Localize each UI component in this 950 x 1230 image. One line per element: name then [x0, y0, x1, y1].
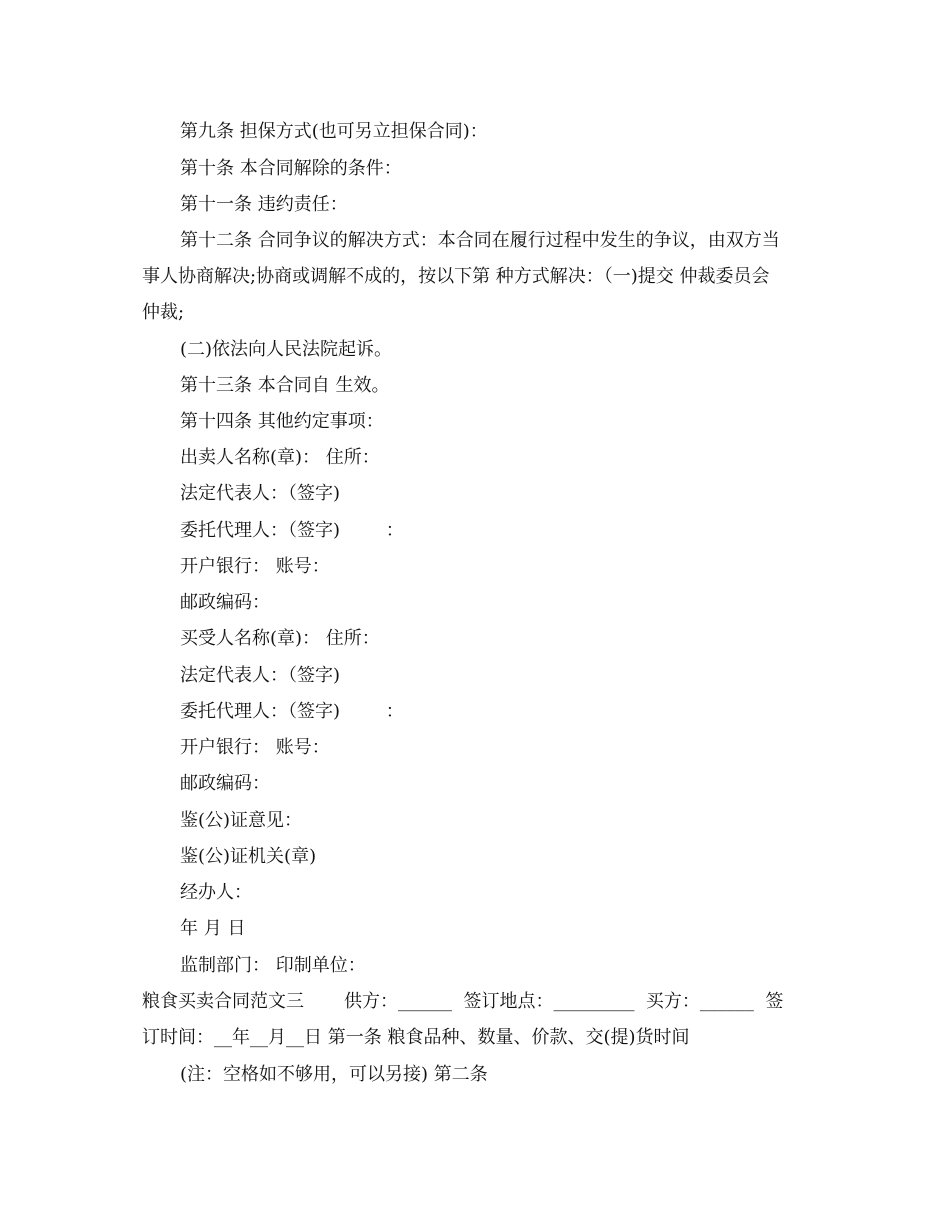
date-line: 年 月 日 [180, 918, 246, 939]
seller-bank: 开户银行： 账号： [180, 556, 330, 577]
clause-10: 第十条 本合同解除的条件： [180, 158, 402, 179]
handler: 经办人： [180, 882, 252, 903]
seller-legal-rep: 法定代表人：（签字) [180, 483, 341, 504]
buyer-agent: 委托代理人：（签字) ： [180, 701, 404, 722]
seller-postcode: 邮政编码： [180, 592, 270, 613]
seller-name: 出卖人名称(章)： 住所： [180, 447, 380, 468]
notary-opinion: 鉴(公)证意见： [180, 810, 303, 831]
sample-three-header: 粮食买卖合同范文三 供方：______ 签订地点：_________ 买方：______ 签 [142, 991, 784, 1012]
clause-14: 第十四条 其他约定事项： [180, 411, 384, 432]
clause-12-line-3: 仲裁; [142, 302, 185, 323]
clause-12-line-1: 第十二条 合同争议的解决方式：本合同在履行过程中发生的争议，由双方当 [180, 230, 780, 251]
buyer-name: 买受人名称(章)： 住所： [180, 628, 380, 649]
clause-12-line-2: 事人协商解决;协商或调解不成的，按以下第 种方式解决：（一)提交 仲裁委员会 [142, 266, 770, 287]
clause-11: 第十一条 违约责任： [180, 194, 348, 215]
buyer-postcode: 邮政编码： [180, 773, 270, 794]
seller-agent: 委托代理人：（签字) ： [180, 520, 404, 541]
buyer-legal-rep: 法定代表人：（签字) [180, 665, 341, 686]
sample-three-time: 订时间：__年__月__日 第一条 粮食品种、数量、价款、交(提)货时间 [142, 1027, 690, 1048]
buyer-bank: 开户银行： 账号： [180, 737, 330, 758]
supervision-line: 监制部门： 印制单位： [180, 955, 366, 976]
clause-9: 第九条 担保方式(也可另立担保合同)： [180, 121, 488, 142]
clause-12-option-2: (二)依法向人民法院起诉。 [180, 339, 393, 360]
notary-office: 鉴(公)证机关(章) [180, 846, 317, 867]
clause-13: 第十三条 本合同自 生效。 [180, 375, 390, 396]
sample-three-note: (注：空格如不够用，可以另接) 第二条 [180, 1064, 488, 1085]
